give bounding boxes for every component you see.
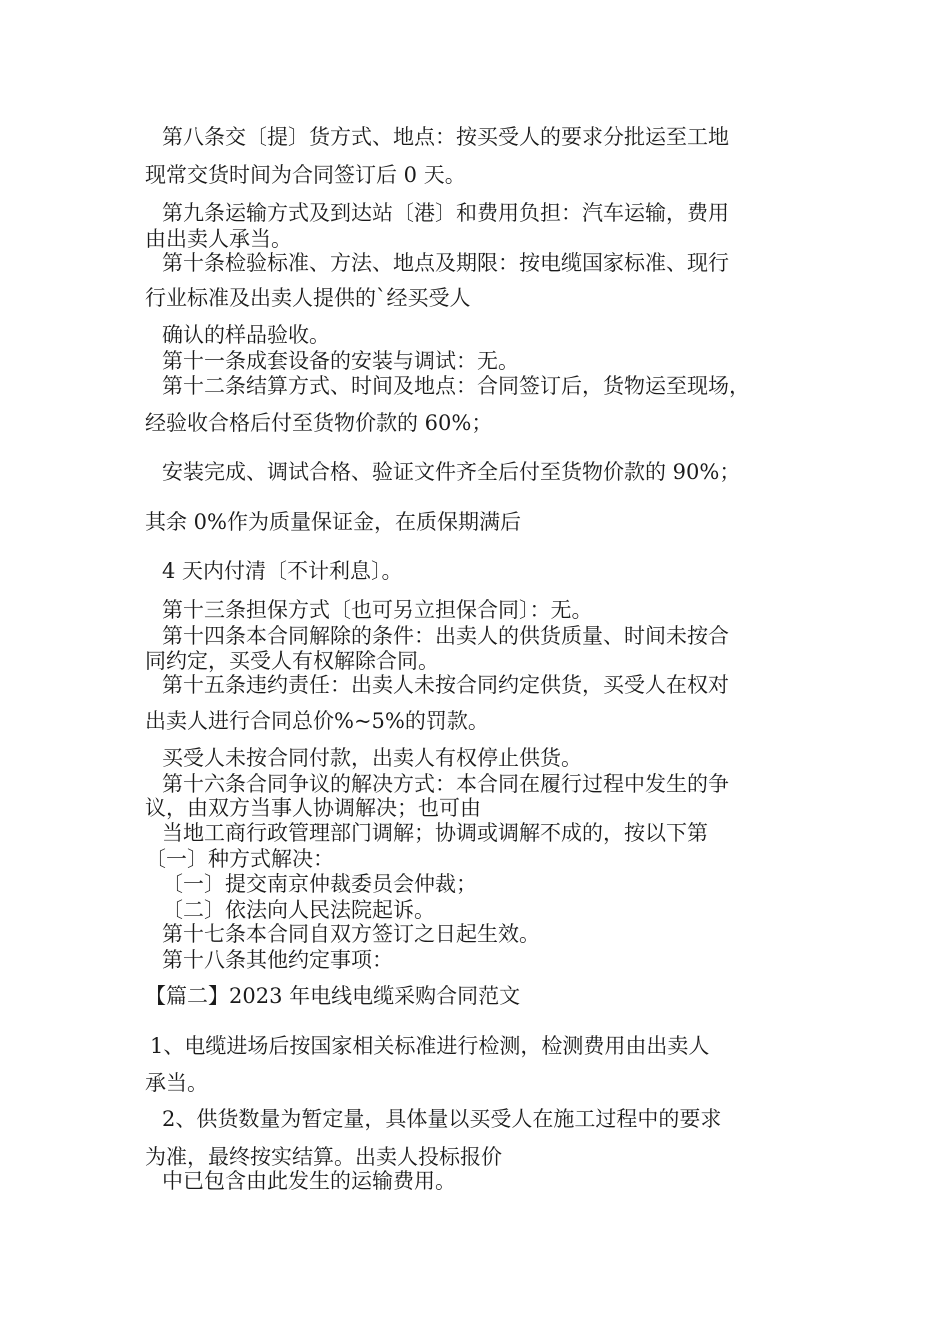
text-line: 由出卖人承当。: [145, 227, 292, 251]
text-line: 〔一〕提交南京仲裁委员会仲裁；: [162, 872, 477, 896]
text-line: 当地工商行政管理部门调解；协调或调解不成的，按以下第: [162, 821, 708, 845]
text-line: 经验收合格后付至货物价款的 60%；: [145, 411, 493, 435]
section-heading: 【篇二】2023 年电线电缆采购合同范文: [145, 984, 521, 1008]
text-line: 行业标准及出卖人提供的`经买受人: [145, 286, 471, 310]
text-line: 第八条交〔提〕货方式、地点：按买受人的要求分批运至工地: [162, 125, 729, 149]
text-line: 其余 0%作为质量保证金，在质保期满后: [145, 510, 521, 534]
text-line: 承当。: [145, 1071, 208, 1095]
text-line: 买受人未按合同付款，出卖人有权停止供货。: [162, 746, 582, 770]
text-line: 第十一条成套设备的安装与调试：无。: [162, 349, 519, 373]
text-line: 第九条运输方式及到达站〔港〕和费用负担：汽车运输，费用: [162, 201, 729, 225]
text-line: 4 天内付清〔不计利息〕。: [162, 559, 403, 583]
text-line: 第十三条担保方式〔也可另立担保合同〕：无。: [162, 598, 593, 622]
text-line: 出卖人进行合同总价%~5%的罚款。: [145, 709, 489, 733]
text-line: 为准，最终按实结算。出卖人投标报价: [145, 1145, 502, 1169]
text-line: 现常交货时间为合同签订后 0 天。: [145, 163, 466, 187]
text-line: 中已包含由此发生的运输费用。: [162, 1169, 456, 1193]
text-line: 第十六条合同争议的解决方式：本合同在履行过程中发生的争: [162, 772, 729, 796]
text-line: 安装完成、调试合格、验证文件齐全后付至货物价款的 90%；: [162, 460, 741, 484]
text-line: 同约定，买受人有权解除合同。: [145, 649, 439, 673]
text-line: 第十八条其他约定事项：: [162, 948, 393, 972]
text-line: 2、供货数量为暂定量，具体量以买受人在施工过程中的要求: [162, 1107, 722, 1131]
text-line: 确认的样品验收。: [162, 323, 330, 347]
text-line: 第十五条违约责任：出卖人未按合同约定供货，买受人在权对: [162, 673, 729, 697]
text-line: 议，由双方当事人协调解决；也可由: [145, 796, 481, 820]
text-line: 第十七条本合同自双方签订之日起生效。: [162, 922, 540, 946]
text-line: 第十四条本合同解除的条件：出卖人的供货质量、时间未按合: [162, 624, 729, 648]
text-line: 〔二〕依法向人民法院起诉。: [162, 898, 435, 922]
text-line: 1、电缆进场后按国家相关标准进行检测，检测费用由出卖人: [150, 1034, 710, 1058]
text-line: 第十条检验标准、方法、地点及期限：按电缆国家标准、现行: [162, 251, 729, 275]
text-line: 〔一〕种方式解决：: [145, 847, 334, 871]
text-line: 第十二条结算方式、时间及地点：合同签订后，货物运至现场，: [162, 374, 750, 398]
